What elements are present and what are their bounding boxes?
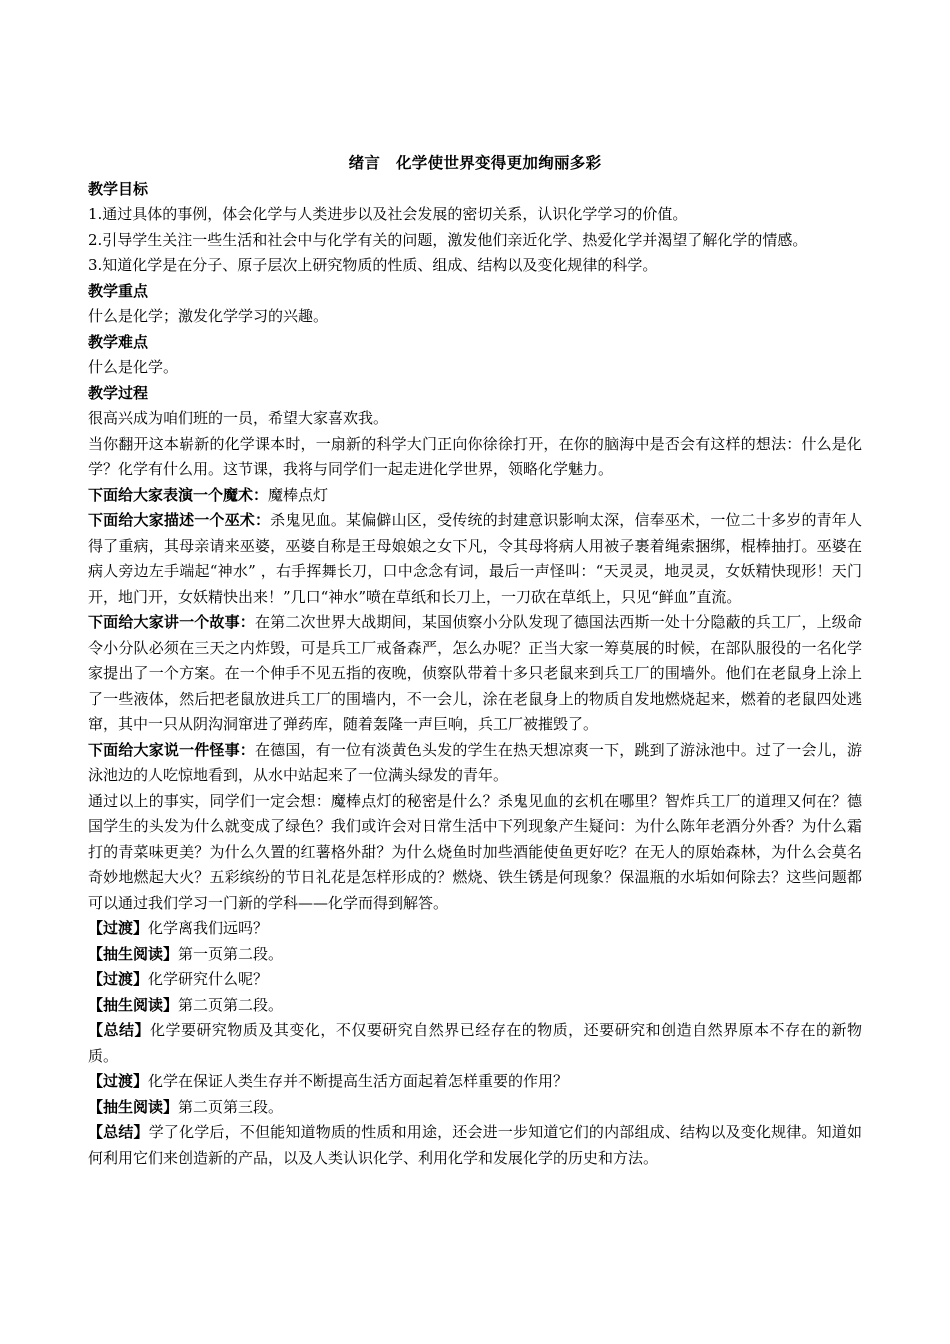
step-tag: 【过渡】	[88, 970, 149, 988]
heading-difficult-points: 教学难点	[88, 332, 149, 351]
intro-paragraph-1: 很高兴成为咱们班的一员，希望大家喜欢我。	[88, 409, 389, 427]
step-2	[88, 942, 862, 968]
step-tag: 【抽生阅读】	[88, 1097, 179, 1116]
step-tag: 【总结】	[88, 1021, 150, 1039]
story-lead: 下面给大家讲一个故事：	[88, 613, 255, 631]
story-text: 在第二次世界大战期间，某国侦察小分队发现了德国法西斯一处十分隐蔽的兵工厂，上级命令小分队必须在三天之内炸毁，可是兵工厂戒备森严，怎么办呢？正当大家一筹莫展的时候，在部队服役的一名化学家提出了一个方案。在一个伸手不见五指的夜晚，侦察队带着十多只老鼠来到兵工厂的围墙外。他们在老鼠身上涂上了一些液体，然后把老鼠放进兵工厂的围墙内，不一会儿，涂在老鼠身上的物质自发地燃烧起来，燃着的老鼠四处逃窜，其中一只从阴沟洞窜进了弹药库，随着轰隆一声巨响，兵工厂被摧毁了。	[88, 613, 862, 733]
heading-key-points: 教学重点	[88, 281, 149, 300]
heading-process: 教学过程	[88, 383, 149, 402]
objective-1: 1.通过具体的事例，体会化学与人类进步以及社会发展的密切关系，认识化学学习的价值。	[88, 205, 688, 223]
difficult-points-text: 什么是化学。	[88, 358, 179, 376]
objective-3: 3.知道化学是在分子、原子层次上研究物质的性质、组成、结构以及变化规律的科学。	[88, 256, 658, 274]
story-paragraph	[88, 610, 862, 738]
odd-text: 在德国，有一位有淡黄色头发的学生在热天想凉爽一下，跳到了游泳池中。过了一会儿，游泳池边的人吃惊地看到，从水中站起来了一位满头绿发的青年。	[88, 740, 862, 784]
step-text: 第二页第二段。	[178, 995, 284, 1014]
page-title: 绪言 化学使世界变得更加绚丽多彩	[348, 153, 602, 172]
step-tag: 【过渡】	[88, 1072, 149, 1090]
odd-paragraph	[88, 738, 862, 789]
document-page	[88, 150, 862, 1171]
intro-paragraph-2: 当你翻开这本崭新的化学课本时，一扇新的科学大门正向你徐徐打开，在你的脑海中是否会有这样的想法：什么是化学？化学有什么用。这节课，我将与同学们一起走进化学世界，领略化学魅力。	[88, 434, 862, 478]
step-text: 化学要研究物质及其变化，不仅要研究自然界已经存在的物质，还要研究和创造自然界原本不存在的新物质。	[88, 1021, 862, 1065]
step-7	[88, 1095, 862, 1121]
step-6	[88, 1069, 862, 1095]
step-3	[88, 967, 862, 993]
objective-2: 2.引导学生关注一些生活和社会中与化学有关的问题，激发他们亲近化学、热爱化学并渴望了解化学的情感。	[88, 230, 808, 249]
step-tag: 【过渡】	[88, 919, 149, 937]
step-text: 化学在保证人类生存并不断提高生活方面起着怎样重要的作用？	[148, 1072, 569, 1090]
step-tag: 【总结】	[88, 1123, 149, 1141]
magic-lead: 下面给大家表演一个魔术：	[88, 485, 269, 504]
magic-text: 魔棒点灯	[268, 485, 329, 504]
step-4	[88, 993, 862, 1019]
magic-paragraph	[88, 483, 862, 509]
step-1	[88, 916, 862, 942]
odd-lead: 下面给大家说一件怪事：	[88, 740, 255, 759]
witch-text: 杀鬼见血。某偏僻山区，受传统的封建意识影响太深，信奉巫术，一位二十多岁的青年人得了重病，其母亲请来巫婆，巫婆自称是王母娘娘之女下凡，令其母将病人用被子裹着绳索捆绑，棍棒抽打。巫婆在病人旁边左手端起“神水” ，右手挥舞长刀，口中念念有词，最后一声怪叫：“天灵灵，地灵灵，女妖精快现形！天门开，地门开，女妖精快出来！”几口“神水”喷在草纸和长刀上，一刀砍在草纸上，只见“鲜血”直流。	[88, 511, 862, 606]
step-text: 学了化学后，不但能知道物质的性质和用途，还会进一步知道它们的内部组成、结构以及变化规律。知道如何利用它们来创造新的产品，以及人类认识化学、利用化学和发展化学的历史和方法。	[88, 1123, 862, 1167]
step-text: 化学离我们远吗？	[148, 919, 269, 937]
key-points-text: 什么是化学；激发化学学习的兴趣。	[88, 307, 329, 325]
step-text: 第二页第三段。	[178, 1097, 284, 1116]
step-text: 第一页第二段。	[178, 944, 284, 963]
witch-paragraph	[88, 508, 862, 610]
summary-paragraph: 通过以上的事实，同学们一定会想：魔棒点灯的秘密是什么？杀鬼见血的玄机在哪里？智炸兵工厂的道理又何在？德国学生的头发为什么就变成了绿色？我们或许会对日常生活中下列现象产生疑问：为什么陈年老酒分外香？为什么霜打的青菜味更美？为什么久置的红薯格外甜？为什么烧鱼时加些酒能使鱼更好吃？在无人的原始森林，为什么会莫名奇妙地燃起大火？五彩缤纷的节日礼花是怎样形成的？燃烧、铁生锈是何现象？保温瓶的水垢如何除去？这些问题都可以通过我们学习一门新的学科——化学而得到解答。	[88, 791, 862, 912]
heading-objectives: 教学目标	[88, 179, 149, 198]
step-5	[88, 1018, 862, 1069]
step-tag: 【抽生阅读】	[88, 995, 179, 1014]
step-text: 化学研究什么呢？	[148, 970, 269, 988]
witch-lead: 下面给大家描述一个巫术：	[88, 511, 271, 529]
step-tag: 【抽生阅读】	[88, 944, 179, 963]
step-8	[88, 1120, 862, 1171]
